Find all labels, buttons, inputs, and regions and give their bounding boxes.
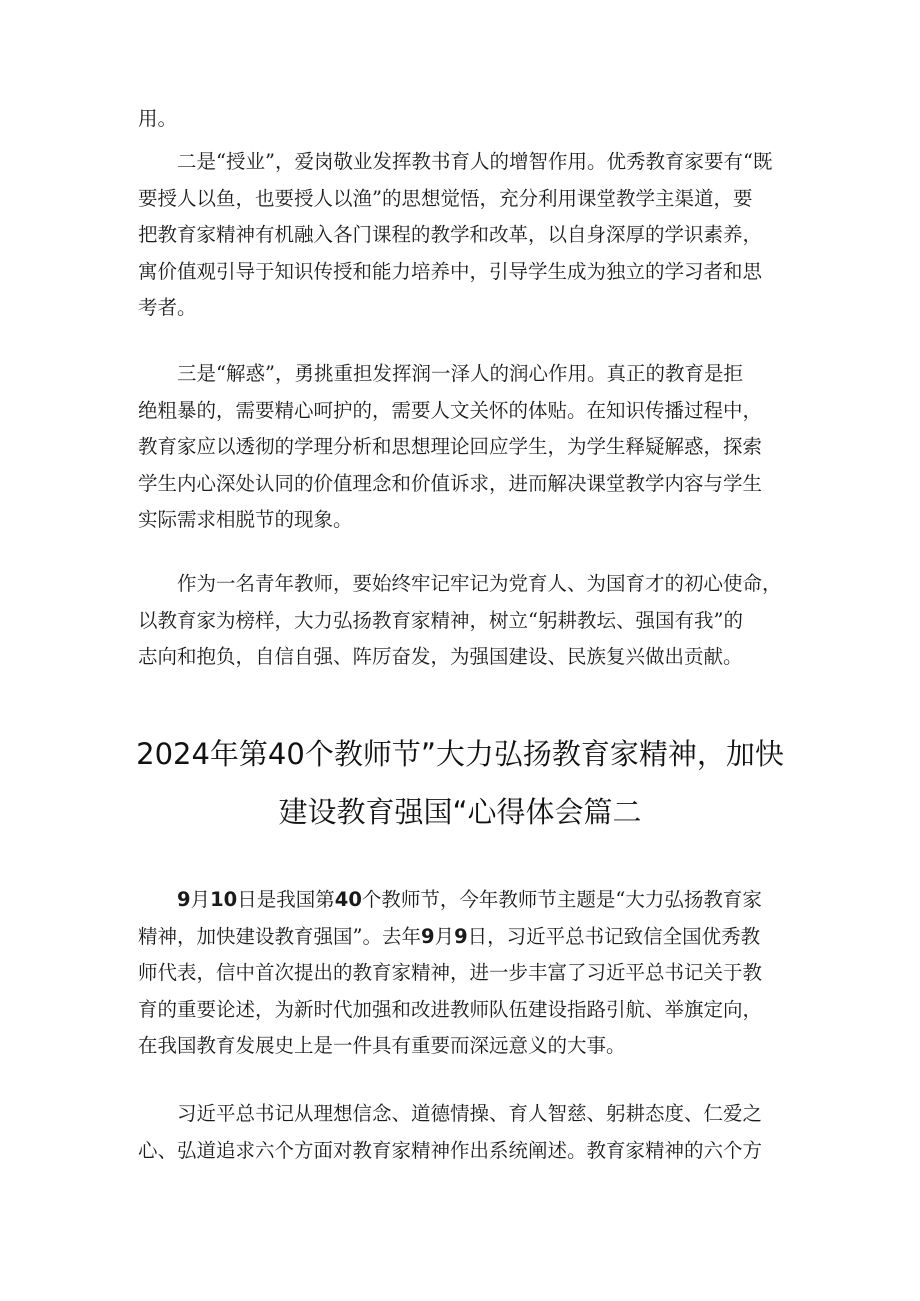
number: 10 xyxy=(210,888,238,911)
number: 40 xyxy=(334,888,362,911)
heading-line-1: 2024年第40个教师节”大力弘扬教育家精神，加快 xyxy=(136,737,784,771)
text-line: 在我国教育发展史上是一件具有重要而深远意义的大事。 xyxy=(138,1034,626,1057)
text-run: 月 xyxy=(190,888,211,911)
paragraph-continuation xyxy=(138,101,798,138)
paragraph-jiehuo xyxy=(138,356,798,539)
number: 9 xyxy=(454,924,468,948)
text-line xyxy=(138,882,798,919)
text-line: 要授人以鱼，也要授人以渔”的思想觉悟，充分利用课堂教学主渠道，要 xyxy=(138,186,753,210)
paragraph-young-teacher xyxy=(138,566,798,676)
text-line: 二是“授业”，爱岗敬业发挥教书育人的增智作用。优秀教育家要有“既 xyxy=(138,150,773,173)
text-line: 志向和抱负，自信自强、阵厉奋发，为强国建设、民族复兴做出贡献。 xyxy=(138,645,743,668)
heading-line-2: 建设教育强国“心得体会篇二 xyxy=(278,795,642,829)
text-line: 教育家应以透彻的学理分析和思想理论回应学生，为学生释疑解惑，探索 xyxy=(138,435,763,458)
text-line: 学生内心深处认同的价值理念和价值诉求，进而解决课堂教学内容与学生 xyxy=(138,471,763,495)
section-heading xyxy=(0,725,920,841)
text-line: 心、弘道追求六个方面对教育家精神作出系统阐述。教育家精神的六个方 xyxy=(138,1138,763,1162)
number: 9 xyxy=(420,924,435,948)
text-run: 精神，加快建设教育强国”。去年 xyxy=(138,924,421,948)
text-line: 绝粗暴的，需要精心呵护的，需要人文关怀的体贴。在知识传播过程中， xyxy=(138,398,763,422)
text-line: 把教育家精神有机融入各门课程的教学和改革，以自身深厚的学识素养， xyxy=(138,223,763,246)
text-line: 以教育家为榜样，大力弘扬教育家精神，树立“躬耕教坛、强国有我”的 xyxy=(138,608,743,632)
text-run: 日是我国第 xyxy=(237,888,335,911)
text-line xyxy=(138,919,798,956)
text-line: 用。 xyxy=(138,107,178,130)
text-line: 三是“解惑”，勇挑重担发挥润一泽人的润心作用。真正的教育是拒 xyxy=(138,362,743,385)
text-line: 习近平总书记从理想信念、道德情操、育人智慈、躬耕态度、仁爱之 xyxy=(138,1102,763,1125)
text-run: 日，习近平总书记致信全国优秀教 xyxy=(467,924,761,948)
number: 9 xyxy=(177,888,191,911)
text-line: 作为一名青年教师，要始终牢记牢记为党育人、为国育才的初心使命， xyxy=(138,572,782,595)
text-line: 师代表，信中首次提出的教育家精神，进一步丰富了习近平总书记关于教 xyxy=(138,961,763,984)
text-run: 月 xyxy=(434,924,455,948)
text-line: 寓价值观引导于知识传授和能力培养中，引导学生成为独立的学习者和思 xyxy=(138,259,763,283)
paragraph-shouye xyxy=(138,144,798,327)
text-line: 育的重要论述，为新时代加强和改进教师队伍建设指路引航、举旗定向， xyxy=(138,997,763,1021)
text-run: 个教师节，今年教师节主题是“大力弘扬教育家 xyxy=(361,888,762,911)
text-line: 考者。 xyxy=(138,296,197,319)
paragraph-teachers-day xyxy=(138,882,798,1065)
text-line: 实际需求相脱节的现象。 xyxy=(138,508,353,531)
paragraph-six-aspects xyxy=(138,1096,798,1169)
